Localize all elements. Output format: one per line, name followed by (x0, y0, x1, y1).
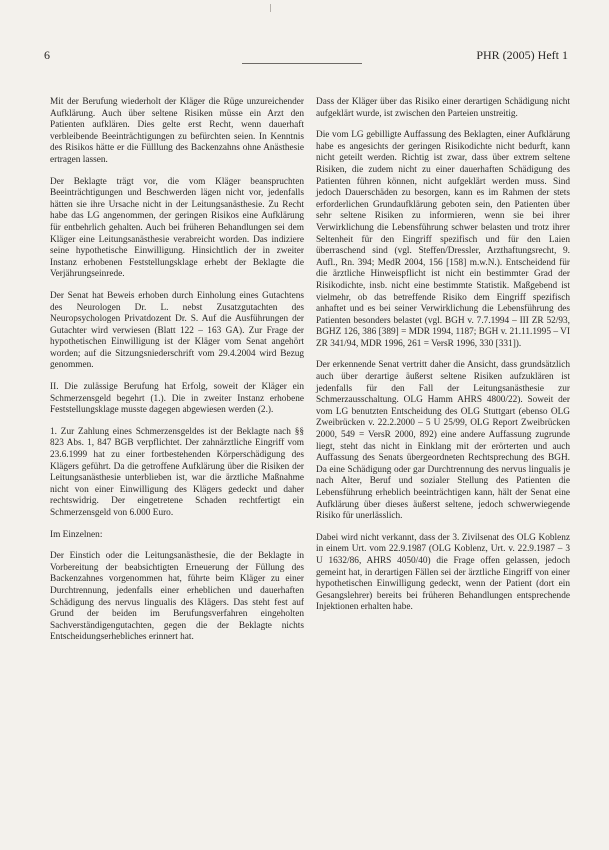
paragraph: Der Einstich oder die Leitungsanästhesie, die der Beklagte in Vorbereitung der beabsichtigten Erneuerung der Füllung des Backenzahnes vorgenommen hat, führte beim Kläger zu einer Durchtrennung, jedenfalls einer erheblichen und dauerhaften Schädigung des nervus lingualis des Klägers. Das steht fest auf Grund der beiden im Berufungsverfahren eingeholten Sachverständigengutachten, gegen die der Beklagte nichts Entscheidungserhebliches erinnert hat. (50, 551, 304, 643)
page-header (44, 47, 568, 63)
paragraph: Dabei wird nicht verkannt, dass der 3. Zivilsenat des OLG Koblenz in einem Urt. vom 22.9.1987 (OLG Koblenz, Urt. v. 22.9.1987 – 3 U 1632/86, AHRS 4050/40) die Frage offen gelassen, jedoch gemeint hat, in derartigen Fällen sei der ärztliche Eingriff von einer hypothetischen Einwilligung gedeckt, wenn der Patient (dort ein Gesangslehrer) bereits bei früheren Behandlungen entsprechende Injektionen erhalten habe. (316, 532, 570, 613)
right-column (316, 97, 570, 624)
paragraph: Der Senat hat Beweis erhoben durch Einholung eines Gutachtens des Neurologen Dr. L. nebst Zusatzgutachten des Neuropsychologen Privatdozent Dr. S. Auf die Ausführungen der Gutachter wird verwiesen (Blatt 122 – 163 GA). Zur Frage der hypothetischen Einwilligung ist der Kläger vom Senat angehört worden; auf die Sitzungsniederschrift vom 29.4.2004 wird Bezug genommen. (50, 290, 304, 371)
left-column (50, 97, 304, 654)
paragraph: II. Die zulässige Berufung hat Erfolg, soweit der Kläger ein Schmerzensgeld begehrt (1.). Die in zweiter Instanz erhobene Feststellungsklage musste dagegen abgewiesen werden (2.). (50, 382, 304, 416)
paragraph: Der Beklagte trägt vor, die vom Kläger beanspruchten Beeinträchtigungen und Beschwerden lägen nicht vor, jedenfalls hätten sie ihre Ursache nicht in der Leitungsanästhesie. Zu Recht habe das LG angenommen, der geringen Risikos eine Aufklärung für entbehrlich gehalten. Auch bei früheren Behandlungen sei dem Kläger eine Leitungsanästhesie verabreicht worden. Das indiziere seine hypothetische Einwilligung. Hinsichtlich der in zweiter Instanz erhobenen Feststellungsklage erhebt der Beklagte die Verjährungseinrede. (50, 176, 304, 280)
scan-artifact (270, 4, 271, 12)
paragraph: Im Einzelnen: (50, 529, 103, 540)
paragraph: 1. Zur Zahlung eines Schmerzensgeldes ist der Beklagte nach §§ 823 Abs. 1, 847 BGB verpflichtet. Der zahnärztliche Eingriff vom 23.6.1999 hat zu einer fortbestehenden Körperschädigung des Klägers geführt. Da die getroffene Aufklärung über die Risiken der Leitungsanästhesie unterblieben ist, war die ärztliche Maßnahme nicht von einer Einwilligung des Klägers gedeckt und daher rechtswidrig. Der eingetretene Schaden rechtfertigt ein Schmerzensgeld von 6.000 Euro. (50, 426, 304, 518)
paragraph: Mit der Berufung wiederholt der Kläger die Rüge unzureichender Aufklärung. Auch über seltene Risiken müsse ein Arzt den Patienten aufklären. Dies gelte erst Recht, wenn dauerhaft verbleibende Beeinträchtigungen zu befürchten seien. In Kenntnis des Risikos hätte er die Fülllung des Backenzahns ohne Anästhesie ertragen lassen. (50, 97, 304, 165)
header-rule (242, 63, 362, 64)
journal-title: PHR (2005) Heft 1 (476, 48, 568, 62)
paragraph: Dass der Kläger über das Risiko einer derartigen Schädigung nicht aufgeklärt wurde, ist zwischen den Parteien unstreitig. (316, 97, 570, 119)
paragraph: Der erkennende Senat vertritt daher die Ansicht, dass grundsätzlich auch über derartige äußerst seltene Risiken aufzuklären ist jedenfalls für den Fall der Leitungsanästhesie zur Schmerzausschaltung. OLG Hamm AHRS 4800/22). Soweit der vom LG benutzten Entscheidung des OLG Stuttgart (ebenso OLG Zweibrücken v. 22.2.2000 – 5 U 25/99, OLG Report Zweibrücken 2000, 549 = VersR 2000, 892) eine andere Auffassung zugrunde liegt, steht das nicht in Einklang mit der erörterten und auch Auffassung des Senats übergeordneten Rechtsprechung des BGH. Da eine Schädigung oder gar Durchtrennung des nervus lingualis je nach Alter, Beruf und sozialer Stellung des Patienten die Lebensführung erheblich beeinträchtigen kann, hält der Senat eine Aufklärung über dieses äußerst seltene, jedoch schwerwiegende Risiko für unerlässlich. (316, 360, 570, 522)
paragraph: Die vom LG gebilligte Auffassung des Beklagten, einer Aufklärung habe es angesichts der geringen Risikodichte nicht bedurft, kann nicht geteilt werden. Richtig ist zwar, dass über extrem seltene Risiken, die zudem nicht zu einer dauerhaften Schädigung des Patienten führen können, nicht aufgeklärt werden muss. Sind jedoch Dauerschäden zu besorgen, kann es im Rahmen der stets erforderlichen Grundaufklärung geboten sein, den Patienten über sehr seltene Risiken zu informieren, wenn sie bei ihrer Verwirklichung die Lebensführung schwer belasten und trotz ihrer Seltenheit für den Eingriff spezifisch und für den Laien überraschend sind (vgl. Steffen/Dressler, Arzthaftungsrecht, 9. Aufl., Rn. 394; MedR 2004, 156 [158] m.w.N.). Entscheidend für die ärztliche Hinweispflicht ist nicht ein bestimmter Grad der Risikodichte, insb. nicht eine bestimmte Statistik. Maßgebend ist vielmehr, ob das betreffende Risiko dem Eingriff spezifisch anhaftet und es bei seiner Verwirklichung die Lebensführung des Patienten besonders belastet (vgl. BGH v. 7.7.1994 – III ZR 52/93, BGHZ 126, 386 [389] = MDR 1994, 1187; BGH v. 21.11.1995 – VI ZR 341/94, MDR 1996, 261 = VersR 1996, 330 [331]). (316, 130, 570, 349)
page-number: 6 (44, 48, 50, 62)
